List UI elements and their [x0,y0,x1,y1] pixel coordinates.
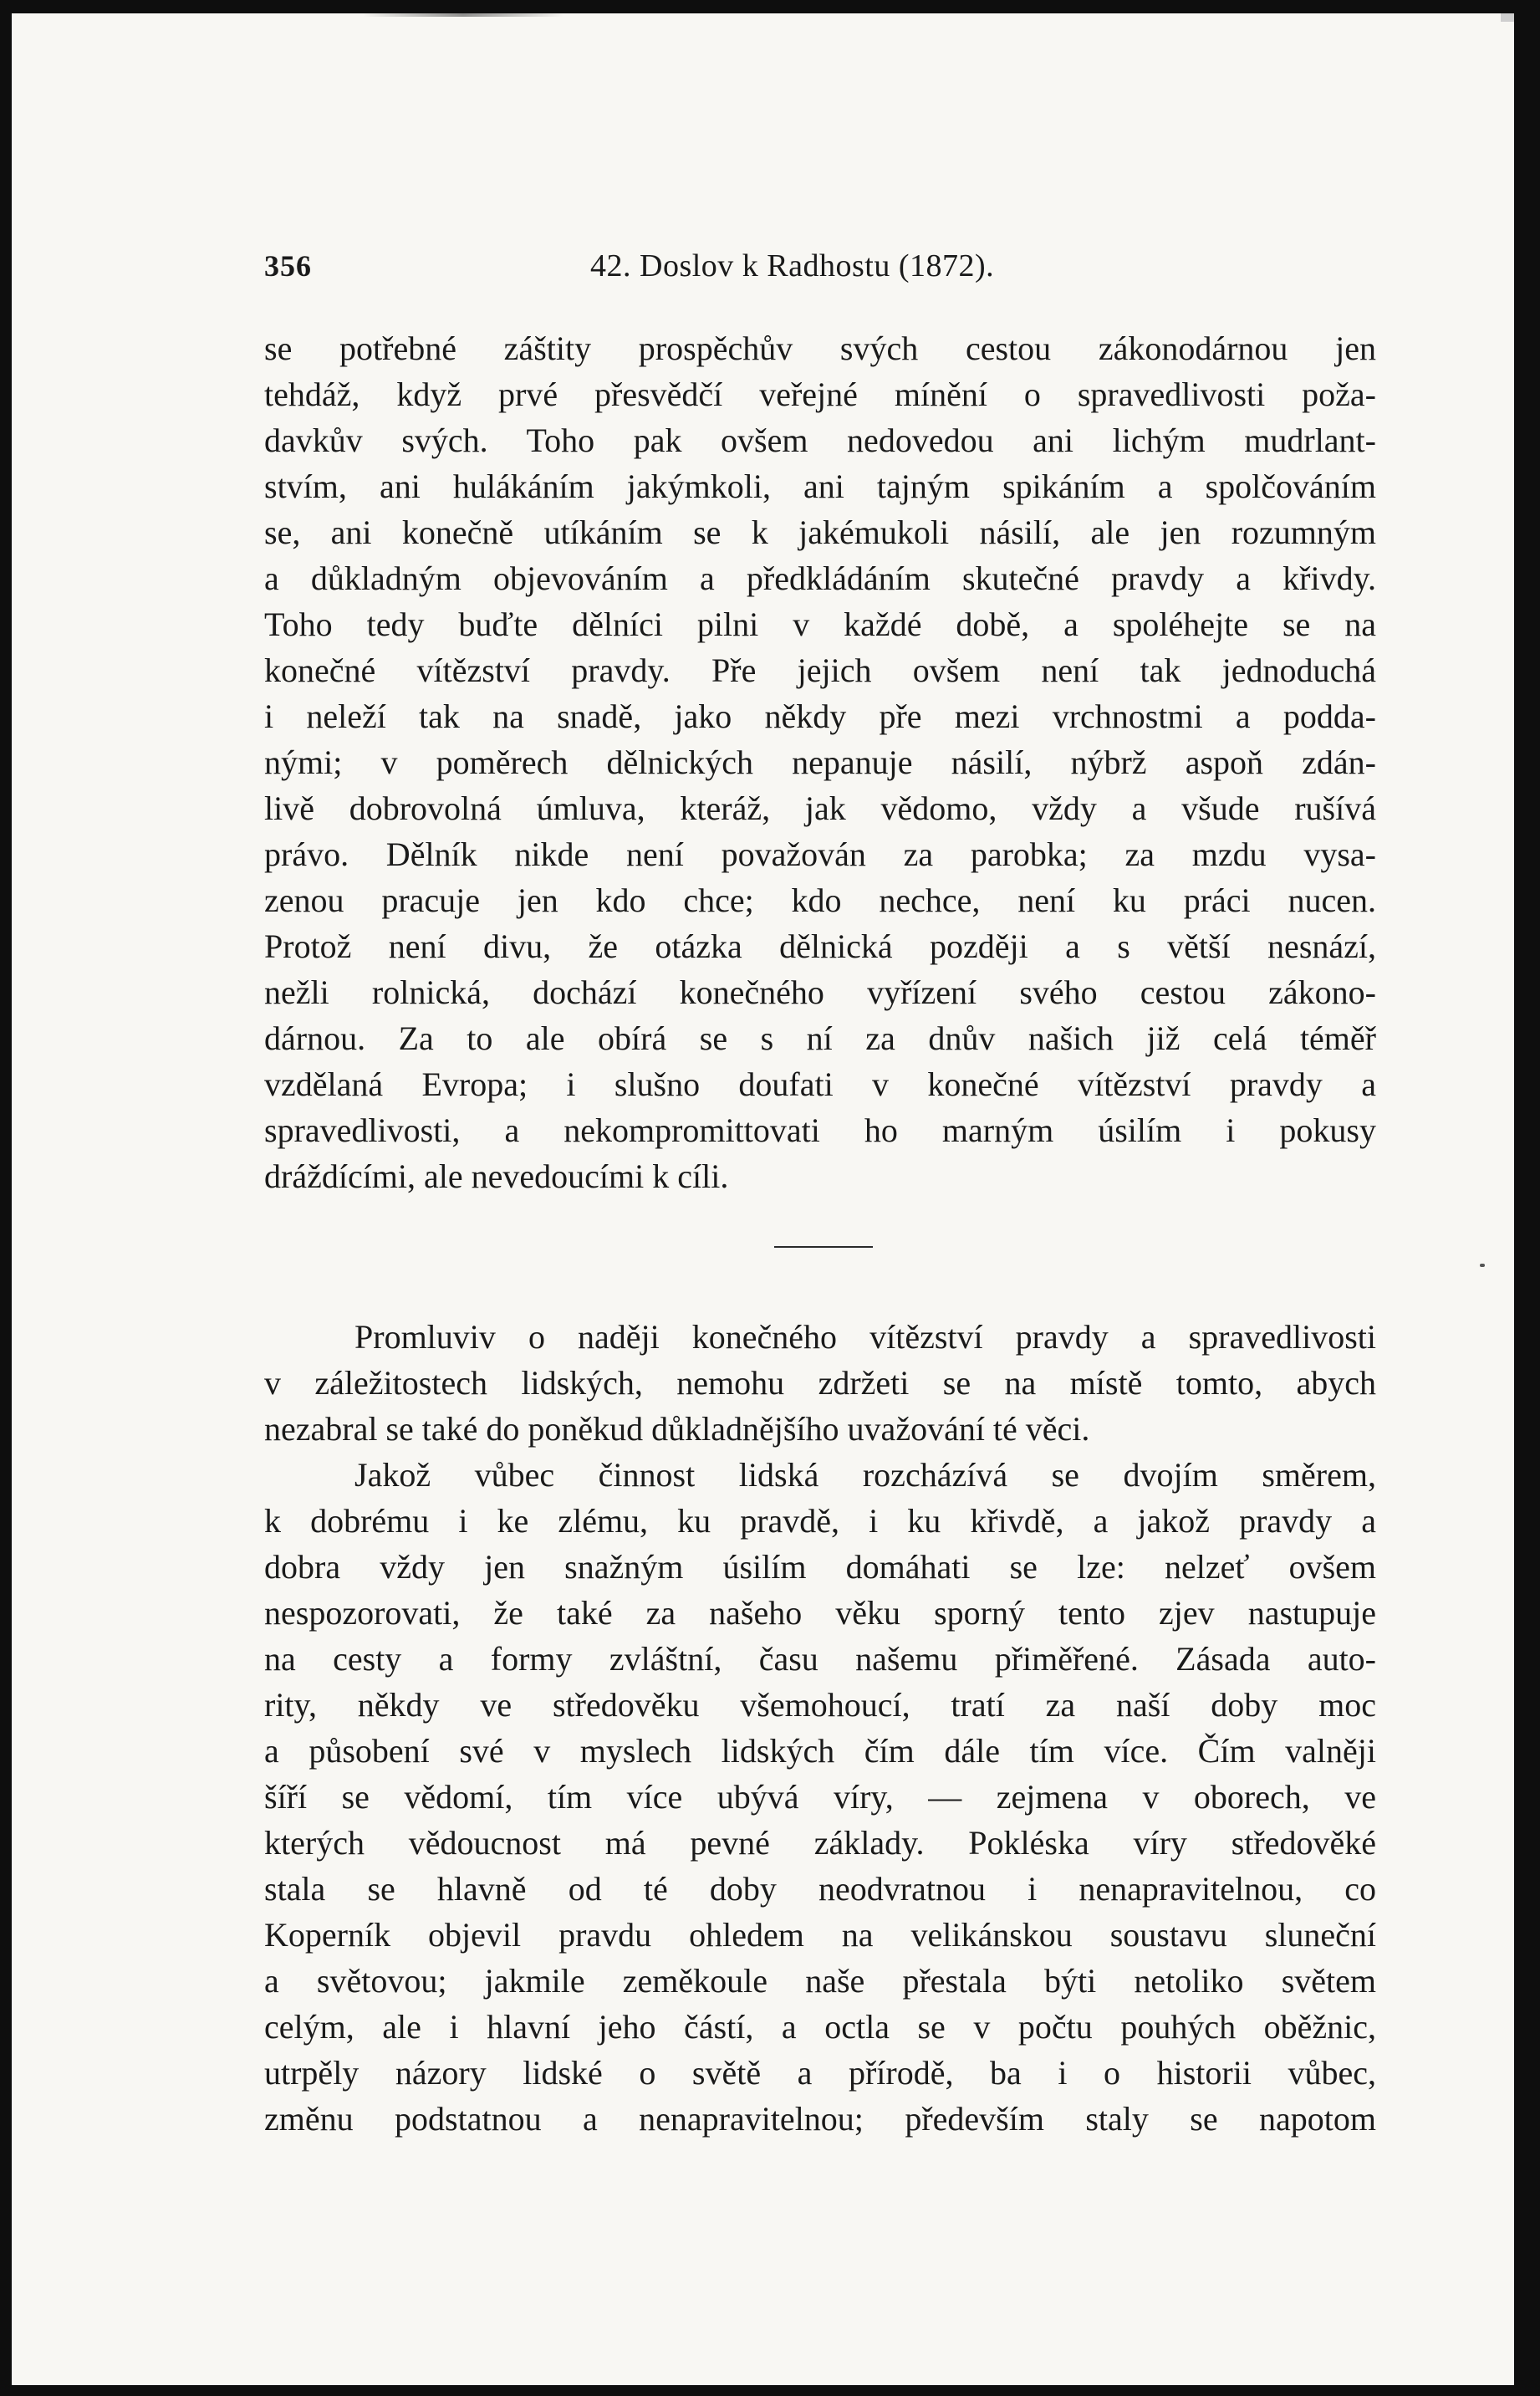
text-line: konečné vítězství pravdy. Pře jejich ovšem není tak jednoduchá [264,651,1376,689]
text-line: v záležitostech lidských, nemohu zdržeti se na místě tomto, abych [264,1364,1376,1402]
text-line: rity, někdy ve středověku všemohoucí, tratí za naší doby moc [264,1686,1376,1724]
page-number: 356 [264,249,312,283]
running-head: 42. Doslov k Radhostu (1872). [590,248,995,284]
section-separator [774,1246,873,1248]
text-line: nežli rolnická, dochází konečného vyřízení svého cestou zákono- [264,973,1376,1011]
text-line: dárnou. Za to ale obírá se s ní za dnův našich již celá téměř [264,1019,1376,1057]
text-line: Promluviv o naději konečného vítězství pravdy a spravedlivosti [354,1318,1376,1356]
text-line: livě dobrovolná úmluva, kteráž, jak vědomo, vždy a všude rušívá [264,789,1376,827]
text-line: kterých vědoucnost má pevné základy. Pokléska víry středověké [264,1824,1376,1862]
text-line: Protož není divu, že otázka dělnická později a s větší nesnází, [264,927,1376,965]
page-header [264,244,1376,288]
text-line: vzdělaná Evropa; i slušno doufati v konečné vítězství pravdy a [264,1065,1376,1103]
text-line: na cesty a formy zvláštní, času našemu přiměřené. Zásada auto- [264,1640,1376,1678]
scan-edge-mark [1501,13,1514,22]
text-line: k dobrému i ke zlému, ku pravdě, i ku křivdě, a jakož pravdy a [264,1502,1376,1540]
text-line: právo. Dělník nikde není považován za parobka; za mzdu vysa- [264,835,1376,873]
text-line: zenou pracuje jen kdo chce; kdo nechce, není ku práci nucen. [264,881,1376,919]
text-line: spravedlivosti, a nekompromittovati ho marným úsilím i pokusy [264,1111,1376,1149]
text-line: i neleží tak na snadě, jako někdy pře mezi vrchnostmi a podda- [264,697,1376,735]
text-line: změnu podstatnou a nenapravitelnou; především staly se napotom [264,2100,1376,2138]
text-line: utrpěly názory lidské o světě a přírodě, ba i o historii vůbec, [264,2054,1376,2092]
paragraph-1 [264,325,1376,1199]
text-line: dobra vždy jen snažným úsilím domáhati se lze: nelzeť ovšem [264,1548,1376,1586]
text-line: se potřebné záštity prospěchův svých cestou zákonodárnou jen [264,330,1376,367]
text-line: šíří se vědomí, tím více ubývá víry, — zejmena v oborech, ve [264,1778,1376,1816]
text-line: se, ani konečně utíkáním se k jakémukoli násilí, ale jen rozumným [264,513,1376,551]
text-line: Koperník objevil pravdu ohledem na velikánskou soustavu sluneční [264,1916,1376,1954]
text-line: dráždícími, ale nevedoucími k cíli. [264,1157,729,1195]
text-line: stvím, ani hulákáním jakýmkoli, ani tajným spikáním a spolčováním [264,467,1376,505]
paragraph-2 [264,1314,1376,2142]
text-line: a důkladným objevováním a předkládáním skutečné pravdy a křivdy. [264,559,1376,597]
text-line: davkův svých. Toho pak ovšem nedovedou ani lichým mudrlant- [264,421,1376,459]
text-line: a působení své v myslech lidských čím dále tím více. Čím valněji [264,1732,1376,1770]
book-page [12,13,1514,2385]
text-line: tehdáž, když prvé přesvědčí veřejné mínění o spravedlivosti poža- [264,375,1376,413]
text-line: nespozorovati, že také za našeho věku sporný tento zjev nastupuje [264,1594,1376,1632]
text-line: Toho tedy buďte dělníci pilni v každé době, a spoléhejte se na [264,605,1376,643]
scan-speck [1480,1264,1485,1267]
text-line: Jakož vůbec činnost lidská rozcházívá se dvojím směrem, [354,1456,1376,1494]
text-line: a světovou; jakmile zeměkoule naše přestala býti netoliko světem [264,1962,1376,2000]
text-line: nými; v poměrech dělnických nepanuje násilí, nýbrž aspoň zdán- [264,743,1376,781]
scan-smudge [363,13,563,17]
text-line: celým, ale i hlavní jeho částí, a octla se v počtu pouhých oběžnic, [264,2008,1376,2046]
text-line: stala se hlavně od té doby neodvratnou i nenapravitelnou, co [264,1870,1376,1908]
text-line: nezabral se také do poněkud důkladnějšího uvažování té věci. [264,1410,1090,1448]
